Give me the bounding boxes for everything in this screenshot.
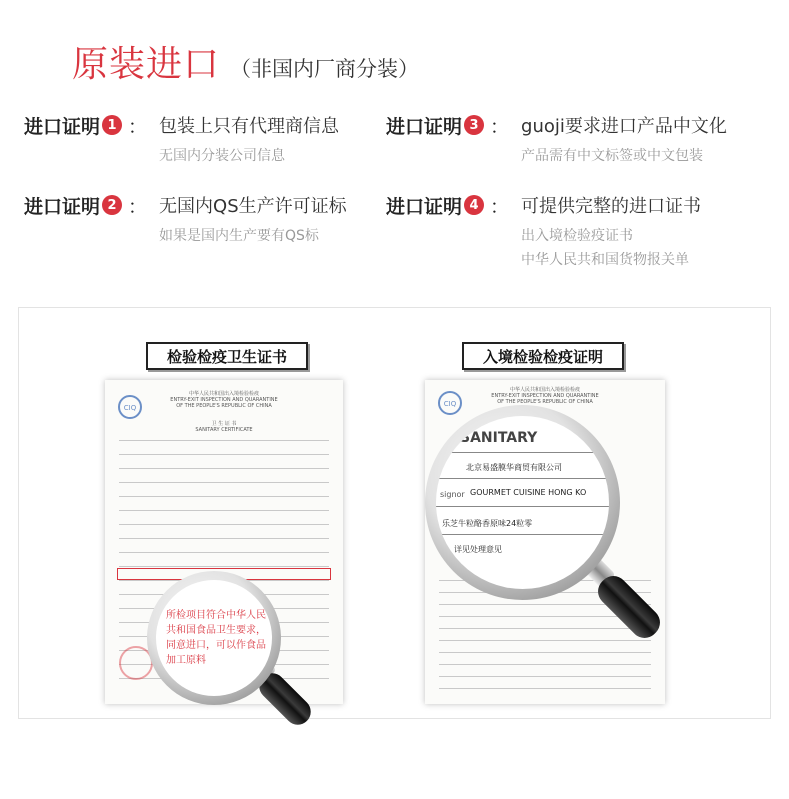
zoomed-field-label: signor [440,490,465,499]
proof-main: 包装上只有代理商信息 [159,116,340,137]
colon: ： [128,195,148,218]
colon: ： [490,115,510,138]
proof-3 [386,112,727,166]
magnifier-lens [156,580,272,696]
proof-note: 无国内分装公司信息 [159,148,285,164]
ciq-seal-text: CIQ [443,400,457,408]
proof-label: 进口证明 [24,195,101,218]
zoomed-product: 乐芝牛粒酪香原味24粒零 [442,519,533,528]
title-subtitle: （非国内厂商分装） [230,57,420,81]
zoomed-sanitary-heading: SANITARY [460,430,538,446]
doc-header-en1: ENTRY-EXIT INSPECTION AND QUARANTINE [491,393,599,399]
proof-note: 产品需有中文标签或中文包装 [521,148,703,164]
proof-main: 可提供完整的进口证书 [521,196,702,217]
number-badge: 1 [102,115,122,135]
page-title [72,36,419,87]
doc-header-cn: 中华人民共和国出入境检验检疫 [509,387,580,393]
doc-title-cn: 卫 生 证 书 [211,421,237,427]
zoomed-opinion: 详见处理意见 [454,545,502,554]
zoomed-company-en: GOURMET CUISINE HONG KO [470,488,587,497]
zoomed-company-cn: 北京易盛膜华商贸有限公司 [466,463,562,472]
left-certificate-title: 检验检疫卫生证书 [146,342,308,370]
title-main: 原装进口 [72,44,221,85]
doc-header-en2: OF THE PEOPLE'S REPUBLIC OF CHINA [497,399,593,405]
proof-note: 中华人民共和国货物报关单 [521,252,689,268]
proof-note: 如果是国内生产要有QS标 [159,228,319,244]
doc-header-en1: ENTRY-EXIT INSPECTION AND QUARANTINE [170,397,278,403]
proof-note: 出入境检验疫证书 [521,228,633,244]
proof-label: 进口证明 [386,195,463,218]
number-badge: 4 [464,195,484,215]
proof-4 [386,192,701,270]
magnifier-lens [436,416,609,589]
doc-title-en: SANITARY CERTIFICATE [195,427,253,433]
ciq-seal-text: CIQ [123,404,137,412]
proof-main: guoji要求进口产品中文化 [521,116,727,137]
proof-2 [24,192,347,246]
zoomed-approval-text: 所检项目符合中华人民共和国食品卫生要求，同意进口，可以作食品加工原料 [166,610,266,666]
colon: ： [128,115,148,138]
proof-label: 进口证明 [386,115,463,138]
doc-header-en2: OF THE PEOPLE'S REPUBLIC OF CHINA [176,403,272,409]
proof-1 [24,112,339,166]
right-certificate-title: 入境检验检疫证明 [462,342,624,370]
proof-label: 进口证明 [24,115,101,138]
number-badge: 3 [464,115,484,135]
number-badge: 2 [102,195,122,215]
colon: ： [490,195,510,218]
proof-main: 无国内QS生产许可证标 [159,196,347,217]
doc-header-cn: 中华人民共和国出入境检验检疫 [188,391,259,397]
